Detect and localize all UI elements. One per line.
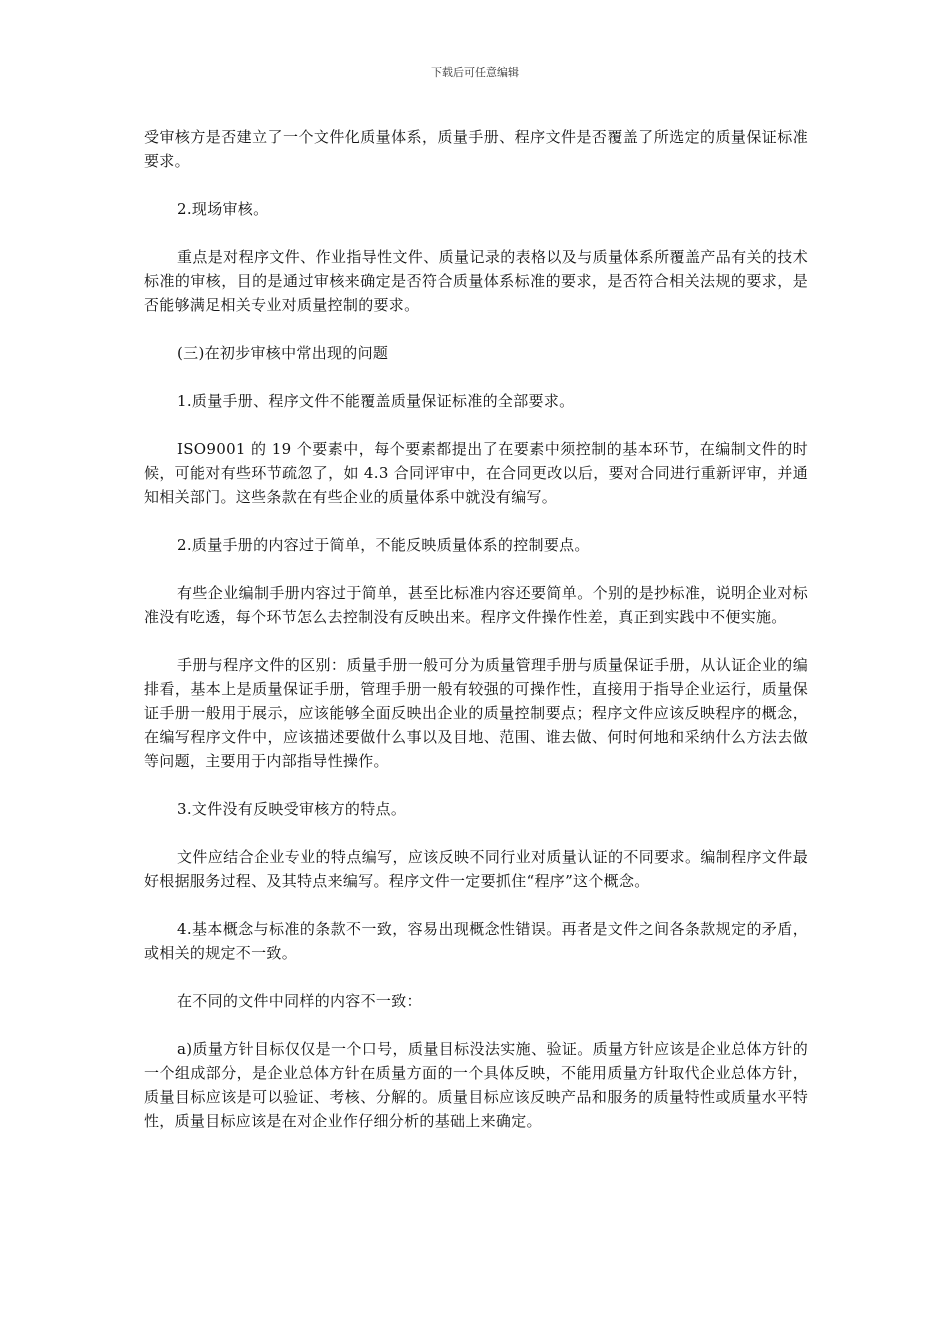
paragraph-industry-specific: 文件应结合企业专业的特点编写，应该反映不同行业对质量认证的不同要求。编制程序文件最好根据服务过程、及其特点来编写。程序文件一定要抓住“程序”这个概念。: [144, 848, 808, 890]
heading-problem-2: 2.质量手册的内容过于简单，不能反映质量体系的控制要点。: [177, 536, 590, 554]
heading-onsite-audit: 2.现场审核。: [177, 200, 269, 218]
paragraph-iso9001-elements: ISO9001 的 19 个要素中，每个要素都提出了在要素中须控制的基本环节，在编制文件的时候，可能对有些环节疏忽了，如 4.3 合同评审中，在合同更改以后，要对合同进行重新评审，并通知相关部门。这些条款在有些企业的质量体系中就没有编写。: [144, 440, 808, 506]
paragraph-audit-scope: 受审核方是否建立了一个文件化质量体系，质量手册、程序文件是否覆盖了所选定的质量保证标准要求。: [144, 128, 808, 170]
page-header: 下载后可任意编辑: [431, 66, 519, 79]
paragraph-quality-policy: a)质量方针目标仅仅是一个口号，质量目标没法实施、验证。质量方针应该是企业总体方针的一个组成部分，是企业总体方针在质量方面的一个具体反映，不能用质量方针取代企业总体方针，质量目标应该是可以验证、考核、分解的。质量目标应该反映产品和服务的质量特性或质量水平特性，质量目标应该是在对企业作仔细分析的基础上来确定。: [144, 1040, 808, 1130]
paragraph-inconsistent-content: 在不同的文件中同样的内容不一致：: [177, 992, 422, 1010]
document-body: [144, 125, 808, 1157]
heading-problem-3: 3.文件没有反映受审核方的特点。: [177, 800, 407, 818]
heading-problem-4: 4.基本概念与标准的条款不一致，容易出现概念性错误。再者是文件之间各条款规定的矛盾，或相关的规定不一致。: [144, 920, 808, 962]
paragraph-onsite-focus: 重点是对程序文件、作业指导性文件、质量记录的表格以及与质量体系所覆盖产品有关的技术标准的审核，目的是通过审核来确定是否符合质量体系标准的要求，是否符合相关法规的要求，是否能够满足相关专业对质量控制的要求。: [144, 248, 808, 314]
heading-problem-1: 1.质量手册、程序文件不能覆盖质量保证标准的全部要求。: [177, 392, 575, 410]
paragraph-manual-too-simple: 有些企业编制手册内容过于简单，甚至比标准内容还要简单。个别的是抄标准，说明企业对标准没有吃透，每个环节怎么去控制没有反映出来。程序文件操作性差，真正到实践中不便实施。: [144, 584, 808, 626]
heading-common-problems: (三)在初步审核中常出现的问题: [177, 344, 389, 362]
paragraph-manual-vs-procedure: 手册与程序文件的区别：质量手册一般可分为质量管理手册与质量保证手册，从认证企业的编排看，基本上是质量保证手册，管理手册一般有较强的可操作性，直接用于指导企业运行，质量保证手册一般用于展示，应该能够全面反映出企业的质量控制要点；程序文件应该反映程序的概念，在编写程序文件中，应该描述要做什么事以及目地、范围、谁去做、何时何地和采纳什么方法去做等问题，主要用于内部指导性操作。: [144, 656, 808, 770]
